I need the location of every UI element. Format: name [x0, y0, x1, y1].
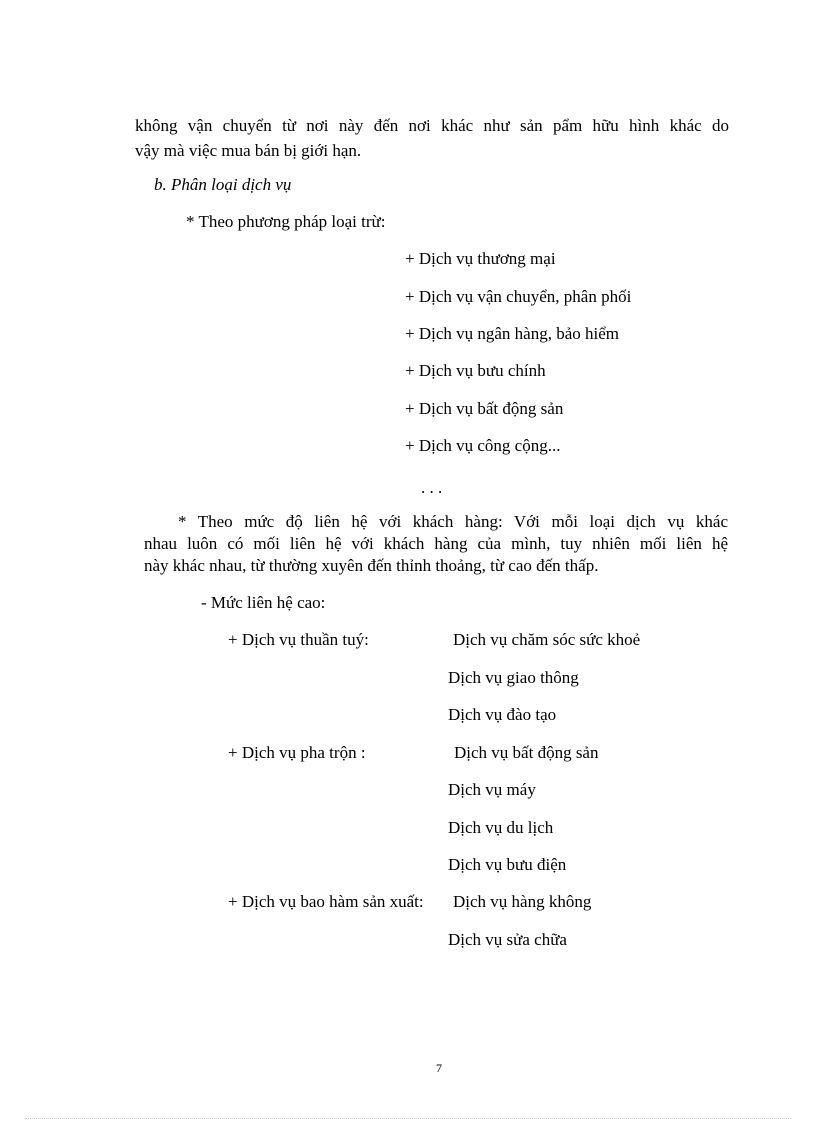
- paragraph-line: không vận chuyển từ nơi này đến nơi khác như sản pẩm hữu hình khác do: [135, 116, 729, 135]
- list-item: + Dịch vụ thương mại: [405, 249, 556, 268]
- paragraph-line: vậy mà việc mua bán bị giới hạn.: [135, 141, 362, 160]
- group-item: Dịch vụ chăm sóc sức khoẻ: [453, 630, 641, 649]
- section-heading: b. Phân loại dịch vụ: [154, 175, 292, 194]
- group-label: + Dịch vụ bao hàm sản xuất:: [228, 892, 424, 911]
- subsection-heading: * Theo phương pháp loại trừ:: [186, 212, 386, 231]
- group-item: Dịch vụ hàng không: [453, 892, 592, 911]
- group-item: Dịch vụ máy: [448, 780, 536, 799]
- group-item: Dịch vụ du lịch: [448, 818, 554, 837]
- subsection-heading: - Mức liên hệ cao:: [201, 593, 326, 612]
- group-item: Dịch vụ bưu điện: [448, 855, 567, 874]
- paragraph-line: * Theo mức độ liên hệ với khách hàng: Với mỗi loại dịch vụ khác: [178, 512, 728, 531]
- list-item: + Dịch vụ vận chuyển, phân phối: [405, 287, 632, 306]
- page-bottom-divider: [25, 1118, 791, 1119]
- list-item: + Dịch vụ bất động sản: [405, 399, 564, 418]
- group-item: Dịch vụ giao thông: [448, 668, 579, 687]
- group-item: Dịch vụ bất động sản: [454, 743, 599, 762]
- paragraph-line: này khác nhau, từ thường xuyên đến thỉnh thoảng, từ cao đến thấp.: [144, 556, 599, 575]
- group-label: + Dịch vụ thuần tuý:: [228, 630, 369, 649]
- group-label: + Dịch vụ pha trộn :: [228, 743, 366, 762]
- list-item: + Dịch vụ bưu chính: [405, 361, 546, 380]
- ellipsis: . . .: [421, 478, 443, 497]
- paragraph-line: nhau luôn có mối liên hệ với khách hàng của mình, tuy nhiên mối liên hệ: [144, 534, 728, 553]
- page-number: 7: [436, 1061, 442, 1075]
- group-item: Dịch vụ sửa chữa: [448, 930, 567, 949]
- list-item: + Dịch vụ ngân hàng, bảo hiểm: [405, 324, 620, 343]
- list-item: + Dịch vụ công cộng...: [405, 436, 561, 455]
- group-item: Dịch vụ đào tạo: [448, 705, 557, 724]
